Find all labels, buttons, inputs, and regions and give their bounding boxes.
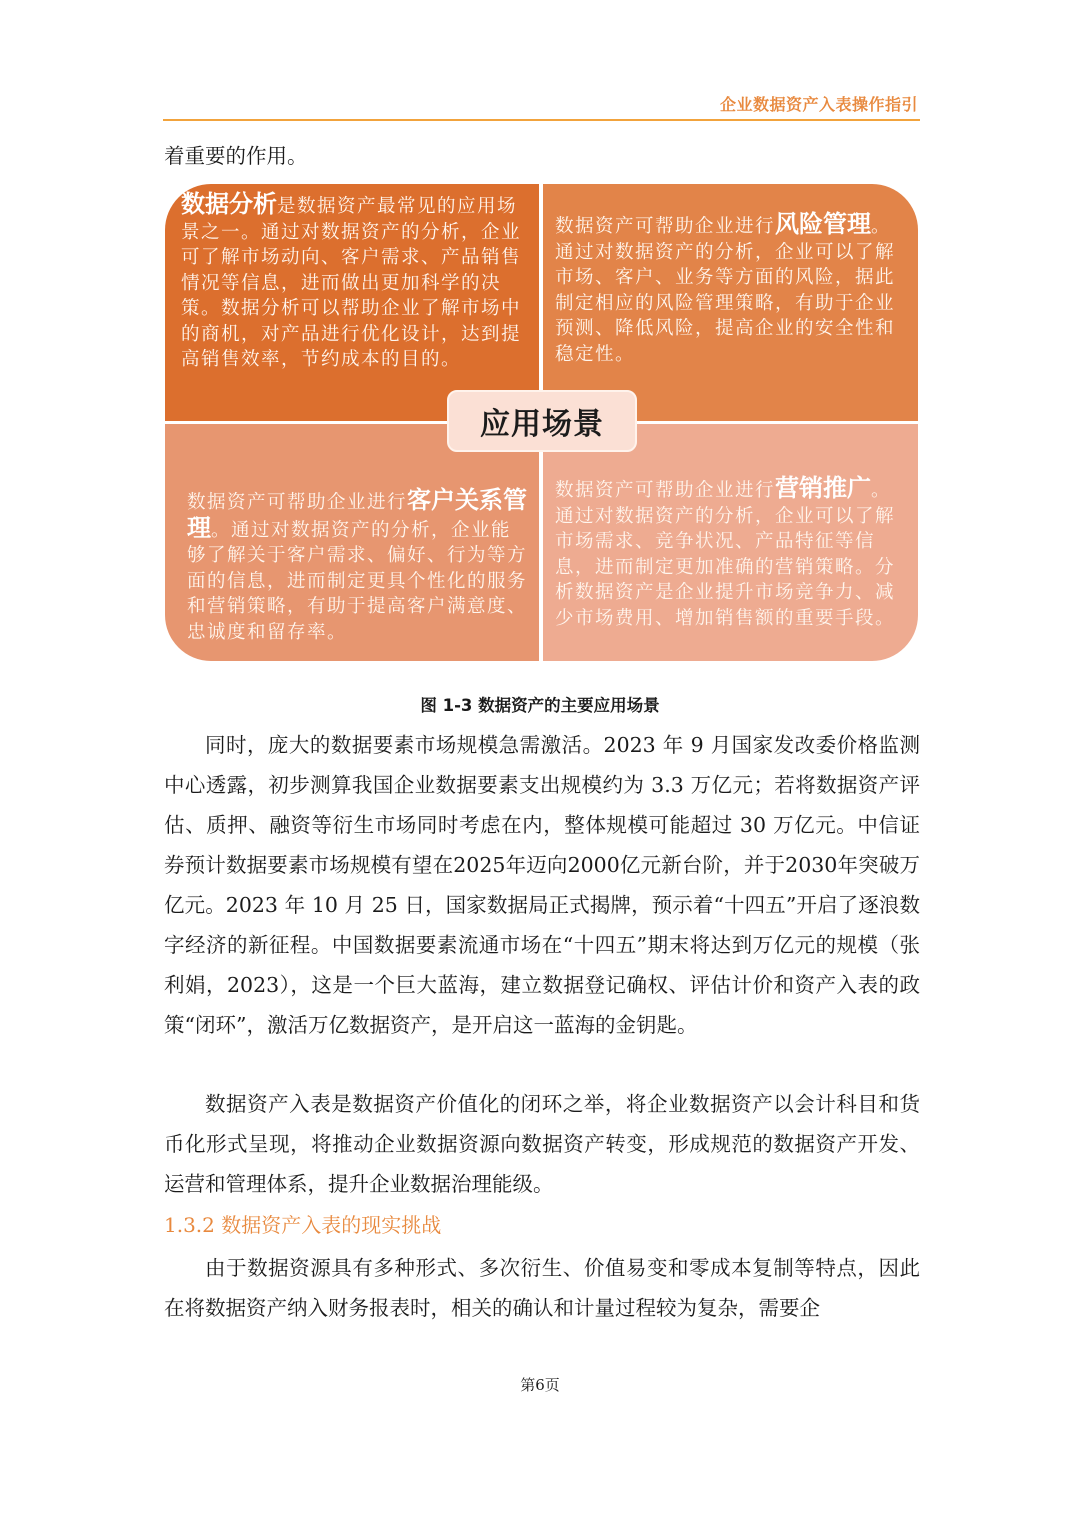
body-paragraph: 数据资产入表是数据资产价值化的闭环之举，将企业数据资产以会计科目和货币化形式呈现，将推动企业数据资源向数据资产转变，形成规范的数据资产开发、运营和管理体系，提升企业数据治理能级。 — [164, 1092, 920, 1196]
page-header-title: 企业数据资产入表操作指引 — [719, 95, 918, 114]
quadrant-keyword: 客户关系管理 — [187, 486, 528, 542]
application-scenarios-diagram — [165, 184, 918, 661]
quadrant-text-prefix: 数据资产可帮助企业进行 — [555, 480, 776, 501]
quadrant-text: 。通过对数据资产的分析，企业可以了解市场、客户、业务等方面的风险，据此制定相应的风险管理策略，有助于企业预测、降低风险，提高企业的安全性和稳定性。 — [555, 216, 896, 365]
quadrant-keyword: 营销推广 — [775, 474, 872, 502]
quadrant-keyword: 风险管理 — [775, 210, 872, 238]
quadrant-text-prefix: 数据资产可帮助企业进行 — [187, 492, 408, 513]
quadrant-text: 是数据资产最常见的应用场景之一。通过对数据资产的分析，企业可了解市场动向、客户需求、产品销售情况等信息，进而做出更加科学的决策。数据分析可以帮助企业了解市场中的商机，对产品进行优化设计，达到提高销售效率，节约成本的目的。 — [181, 196, 522, 370]
quadrant-keyword: 数据分析 — [181, 190, 277, 218]
quadrant-text: 。通过对数据资产的分析，企业可以了解市场需求、竞争状况、产品特征等信息，进而制定更加准确的营销策略。分析数据资产是企业提升市场竞争力、减少市场费用、增加销售额的重要手段。 — [555, 480, 896, 629]
figure-caption: 图 1-3 数据资产的主要应用场景 — [420, 696, 660, 715]
section-heading: 1.3.2 数据资产入表的现实挑战 — [164, 1213, 442, 1237]
page-number: 第6页 — [520, 1376, 560, 1394]
quadrant-text-prefix: 数据资产可帮助企业进行 — [555, 216, 776, 237]
lead-line: 着重要的作用。 — [164, 144, 308, 168]
diagram-center-label: 应用场景 — [447, 390, 637, 452]
quadrant-marketing — [543, 424, 918, 661]
quadrant-data-analysis — [165, 184, 539, 421]
body-paragraph: 同时，庞大的数据要素市场规模急需激活。2023 年 9 月国家发改委价格监测中心透露，初步测算我国企业数据要素支出规模约为 3.3 万亿元；若将数据资产评估、质押、融资等衍生市场同时考虑在内，整体规模可能超过 30 万亿元。中信证券预计数据要素市场规模有望在2025年迈向2000亿元新台阶，并于2030年突破万亿元。2023 年 10 月 25 日，国家数据局正式揭牌，预示着“十四五”开启了逐浪数字经济的新征程。中国数据要素流通市场在“十四五”期末将达到万亿元的规模（张利娟，2023），这是一个巨大蓝海，建立数据登记确权、评估计价和资产入表的政策“闭环”，激活万亿数据资产，是开启这一蓝海的金钥匙。 — [164, 733, 920, 1037]
quadrant-risk-management — [543, 184, 918, 421]
body-paragraph: 由于数据资源具有多种形式、多次衍生、价值易变和零成本复制等特点，因此在将数据资产纳入财务报表时，相关的确认和计量过程较为复杂，需要企 — [164, 1256, 920, 1320]
quadrant-text: 。通过对数据资产的分析，企业能够了解关于客户需求、偏好、行为等方面的信息，进而制定更具个性化的服务和营销策略，有助于提高客户满意度、忠诚度和留存率。 — [187, 519, 528, 643]
header-rule — [163, 119, 920, 121]
quadrant-customer-relationship — [165, 424, 539, 661]
